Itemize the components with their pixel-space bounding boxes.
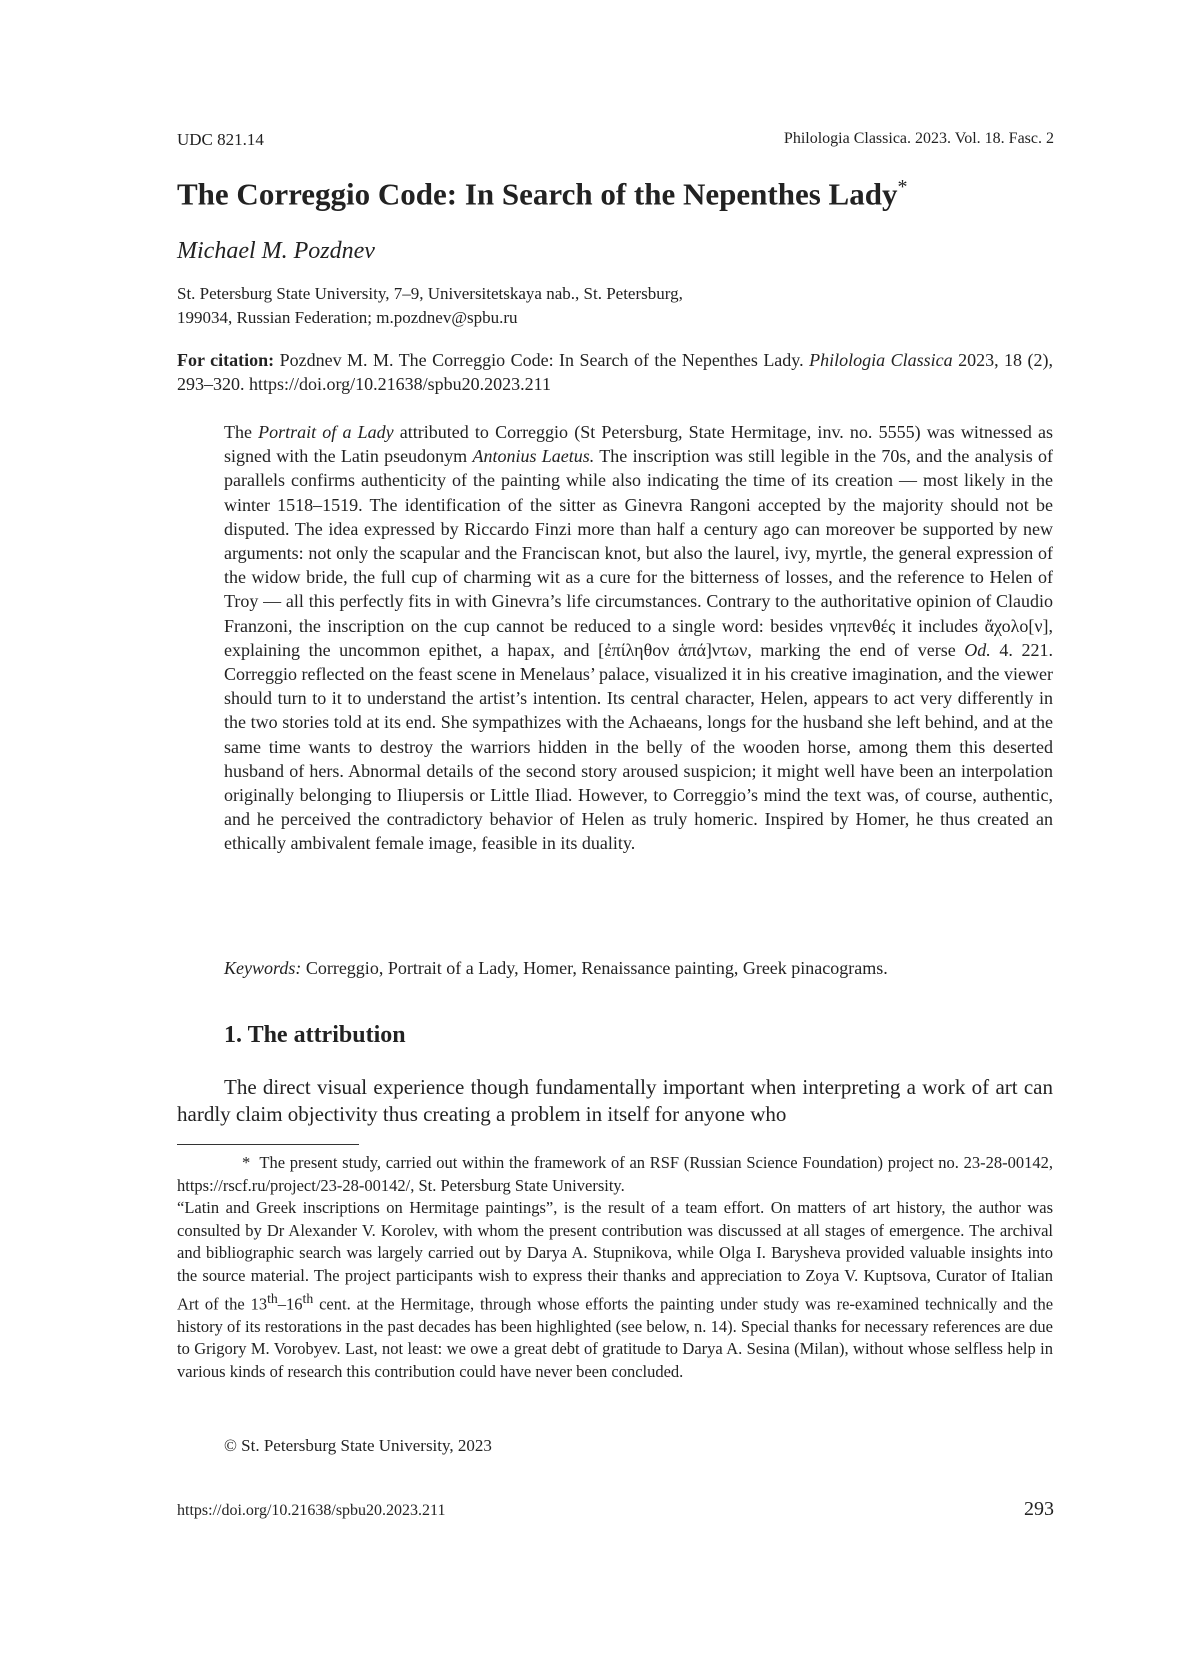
footnote-sup: th bbox=[267, 1290, 278, 1306]
footnote-text: “Latin and Greek inscriptions on Hermitage paintings”, is the result of a team effort. On matters of art history, the author was consulted by Dr Alexander V. Korolev, with whom the present contribution was discussed at all stages of emergence. The archival and bibliographic search was largely carried out by Darya A. Stupnikova, while Olga I. Barysheva provided valuable insights into the source material. The project participants wish to express their thanks and appreciation to Zoya V. Kuptsova, Curator of Italian Art of the bbox=[177, 1198, 1053, 1314]
keywords bbox=[224, 956, 1053, 980]
page-number: 293 bbox=[1024, 1498, 1054, 1520]
footnotes bbox=[177, 1152, 1053, 1383]
affiliation bbox=[177, 282, 1057, 330]
abstract-italic: Od. bbox=[964, 639, 991, 660]
article-title bbox=[177, 176, 907, 212]
udc-code: UDC 821.14 bbox=[177, 130, 264, 149]
footnote-text: 16 bbox=[286, 1294, 303, 1314]
affiliation-line: 199034, Russian Federation; m.pozdnev@spbu.ru bbox=[177, 308, 518, 327]
abstract-text: The bbox=[224, 422, 252, 442]
abstract-italic: Portrait of a Lady bbox=[258, 422, 394, 442]
body-paragraph: The direct visual experience though fundamentally important when interpreting a work of art can hardly claim objectivity thus creating a problem in itself for anyone who bbox=[177, 1075, 1053, 1126]
keywords-list: Correggio, Portrait of a Lady, Homer, Renaissance painting, Greek pinacograms. bbox=[305, 958, 888, 978]
citation-journal: Philologia Classica bbox=[809, 350, 953, 370]
footnote-marker: * bbox=[242, 1153, 251, 1172]
copyright-notice: © St. Petersburg State University, 2023 bbox=[224, 1436, 492, 1455]
section-heading: 1. The attribution bbox=[224, 1022, 406, 1048]
footnote-text: cent. at the Hermitage, through whose efforts the painting under study was re-examined technically and the history of its restorations in the past decades has been highlighted (see below, n. 14). Special thanks for necessary references are due to Grigory M. Vorobyev. Last, not least: we owe a great debt of gratitude to Darya A. Sesina (Milan), without whose selfless help in various kinds of research this contribution could have never been concluded. bbox=[177, 1294, 1054, 1381]
citation-label: For citation: bbox=[177, 350, 275, 370]
keywords-label: Keywords: bbox=[224, 958, 302, 978]
footnote-2 bbox=[177, 1197, 1053, 1383]
footnote-text: 13 bbox=[250, 1294, 268, 1314]
abstract-text: 4. 221. Correggio reflected on the feast scene in Menelaus’ palace, visualized it in his creative imagination, and the viewer should turn to it to understand the artist’s intention. Its central character, Helen, appears to act very differently in the two stories told at its end. She sympathizes with the Achaeans, longs for the husband she left behind, and at the same time wants to destroy the warriors hidden in the belly of the wooden horse, among them this deserted husband of hers. Abnormal details of the second story aroused suspicion; it might well have been an interpolation originally belonging to Iliupersis or Little Iliad. However, to Correggio’s mind the text was, of course, authentic, and he perceived the contradictory behavior of Helen as truly homeric. Inspired by Homer, he thus created an ethically ambivalent female image, feasible in its duality. bbox=[224, 639, 1054, 854]
footnote-1 bbox=[177, 1152, 1053, 1197]
body-text bbox=[177, 1074, 1053, 1128]
citation-details: 2023, 18 (2), 293–320. https://doi.org/10.21638/spbu20.2023.211 bbox=[177, 350, 1053, 394]
citation-text: Pozdnev M. M. The Correggio Code: In Search of the Nepenthes Lady. bbox=[279, 350, 804, 370]
footnote-divider bbox=[177, 1144, 359, 1145]
author-name: Michael M. Pozdnev bbox=[177, 238, 375, 264]
abstract-text: The inscription was still legible in the 70s, and the analysis of parallels confirms authenticity of the painting while also indicating the time of its creation — most likely in the winter 1518–1519. The identification of the sitter as Ginevra Rangoni accepted by the majority should not be disputed. The idea expressed by Riccardo Finzi more than half a century ago can moreover be supported by new arguments: not only the scapular and the Franciscan knot, but also the laurel, ivy, myrtle, the general expression of the widow bride, the full cup of charming wit as a cure for the bitterness of losses, and the reference to Helen of Troy — all this perfectly fits in with Ginevra’s life circumstances. Contrary to the authoritative opinion of Claudio Franzoni, the inscription on the cup cannot be reduced to a single word: besides νηπενθές it includes ἄχολο[ν], explaining the uncommon epithet, a hapax, and [ἐπίληθον ἁπά]ντων, marking the end of verse bbox=[224, 446, 1054, 660]
abstract bbox=[224, 420, 1053, 856]
footnote-sup: th bbox=[302, 1290, 314, 1306]
abstract-text: attributed to Correggio (St Petersburg, State Hermitage, inv. no. 5555) was witnessed as signed with the Latin pseudonym bbox=[224, 422, 1054, 467]
footnote-text: The present study, carried out within the framework of an RSF (Russian Science Foundation) project no. 23-28-00142, https://rscf.ru/project/23-28-00142/, St. Petersburg State University. bbox=[177, 1153, 1054, 1195]
footer-doi-link[interactable]: https://doi.org/10.21638/spbu20.2023.211 bbox=[177, 1502, 446, 1519]
footnote-text: – bbox=[277, 1294, 287, 1314]
affiliation-line: St. Petersburg State University, 7–9, Universitetskaya nab., St. Petersburg, bbox=[177, 284, 683, 303]
citation-block bbox=[177, 348, 1053, 396]
journal-header: Philologia Classica. 2023. Vol. 18. Fasc. 2 bbox=[783, 130, 1054, 147]
abstract-italic: Antonius Laetus. bbox=[472, 446, 595, 467]
title-footnote-mark: * bbox=[897, 176, 908, 198]
title-text: The Correggio Code: In Search of the Nepenthes Lady bbox=[177, 176, 898, 212]
